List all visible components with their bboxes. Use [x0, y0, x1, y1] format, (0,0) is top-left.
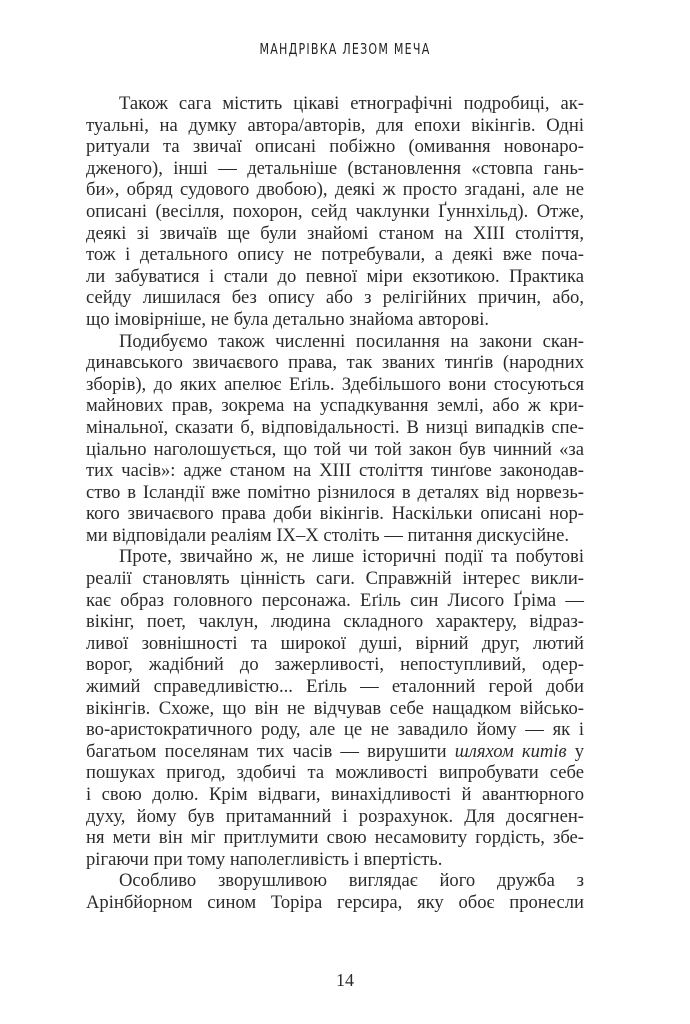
- text-segment: у: [566, 740, 584, 762]
- text-line: тож і детального опису не потребували, а деякі вже поча-: [86, 244, 584, 266]
- paragraph: [86, 93, 584, 331]
- text-line: кого звичаєвого права доби вікінгів. Наскільки описані нор-: [86, 503, 584, 525]
- text-line: вікінгів. Схоже, що він не відчував себе нащадком військо-: [86, 697, 584, 719]
- text-line: во-аристократичного роду, але це не завадило йому — як і: [86, 719, 584, 741]
- text-line: жимий справедливістю... Еґіль — еталонний герой доби: [86, 676, 584, 698]
- text-line: пошуках пригод, здобичі та можливості випробувати себе: [86, 762, 584, 784]
- text-line: зборів), до яких апелює Еґіль. Здебільшого вони стосуються: [86, 373, 584, 395]
- text-line: Особливо зворушливою виглядає його дружба з: [119, 870, 584, 892]
- text-line: духу, йому був притаманний і розрахунок. Для досягнен-: [86, 805, 584, 827]
- paragraph: [86, 870, 584, 913]
- text-line: реалії становлять цінність саги. Справжній інтерес викли-: [86, 568, 584, 590]
- text-segment: багатьом поселянам тих часів — вирушити: [86, 740, 455, 762]
- text-line: ливої зовнішності та широкої душі, вірний друг, лютий: [86, 632, 584, 654]
- text-line: кає образ головного персонажа. Еґіль син Лисого Ґріма —: [86, 589, 584, 611]
- running-header: МАНДРІВКА ЛЕЗОМ МЕЧА: [259, 40, 431, 58]
- page-number: 14: [336, 970, 354, 990]
- paragraph: [86, 331, 584, 547]
- text-line: ми відповідали реаліям IX–X століть — питання дискусійне.: [86, 524, 570, 546]
- text-line: майнових прав, зокрема на успадкування землі, або ж кри-: [86, 395, 584, 417]
- text-line: тих часів»: адже станом на XIII століття тинґове законодав-: [86, 460, 584, 482]
- text-line: ціально наголошується, що той чи той закон був чинний «за: [86, 438, 584, 460]
- text-line: динавського звичаєвого права, так званих тинґів (народних: [86, 352, 584, 374]
- text-line: ство в Ісландії вже помітно різнилося в деталях від норвезь-: [86, 481, 584, 503]
- text-line: мінальної, сказати б, відповідальності. В низці випадків спе-: [86, 416, 584, 438]
- text-line: ня мети він міг притлумити свою несамовиту гордість, збе-: [86, 827, 584, 849]
- italic-phrase: шляхом китів: [454, 740, 567, 762]
- text-line: деякі зі звичаїв ще були знайомі станом на XIII століття,: [86, 222, 584, 244]
- text-line: Арінбйорном сином Торіра герсира, яку обоє пронесли: [86, 891, 584, 913]
- text-line: сейду лишилася без опису або з релігійних причин, або,: [86, 287, 584, 309]
- text-line: би», обряд судового двобою), деякі ж просто згадані, але не: [86, 179, 584, 201]
- text-line: описані (весілля, похорон, сейд чаклунки Ґуннхільд). Отже,: [86, 200, 584, 222]
- text-line: туальні, на думку автора/авторів, для епохи вікінгів. Одні: [86, 114, 584, 136]
- text-line: [86, 741, 584, 763]
- text-line: ли забуватися і стали до певної міри екзотикою. Практика: [86, 265, 584, 287]
- text-line: Подибуємо також численні посилання на закони скан-: [119, 330, 584, 352]
- text-line: ритуали та звичаї описані побіжно (омивання новонаро-: [86, 136, 584, 158]
- paragraph: [86, 546, 584, 870]
- text-line: рігаючи при тому наполегливість і впертість.: [86, 848, 443, 870]
- text-line: і свою долю. Крім відваги, винахідливості й авантюрного: [86, 784, 584, 805]
- body-text: [86, 93, 584, 914]
- text-line: Також сага містить цікаві етнографічні подробиці, ак-: [119, 93, 584, 114]
- text-line: Проте, звичайно ж, не лише історичні події та побутові: [119, 546, 584, 568]
- text-line: що імовірніше, не була детально знайома авторові.: [86, 308, 490, 330]
- text-line: вікінг, поет, чаклун, людина складного характеру, відраз-: [86, 611, 584, 633]
- text-line: ворог, жадібний до зажерливості, непоступливий, одер-: [86, 654, 584, 676]
- text-line: дженого), інші — детальніше (встановлення «стовпа гань-: [86, 157, 584, 179]
